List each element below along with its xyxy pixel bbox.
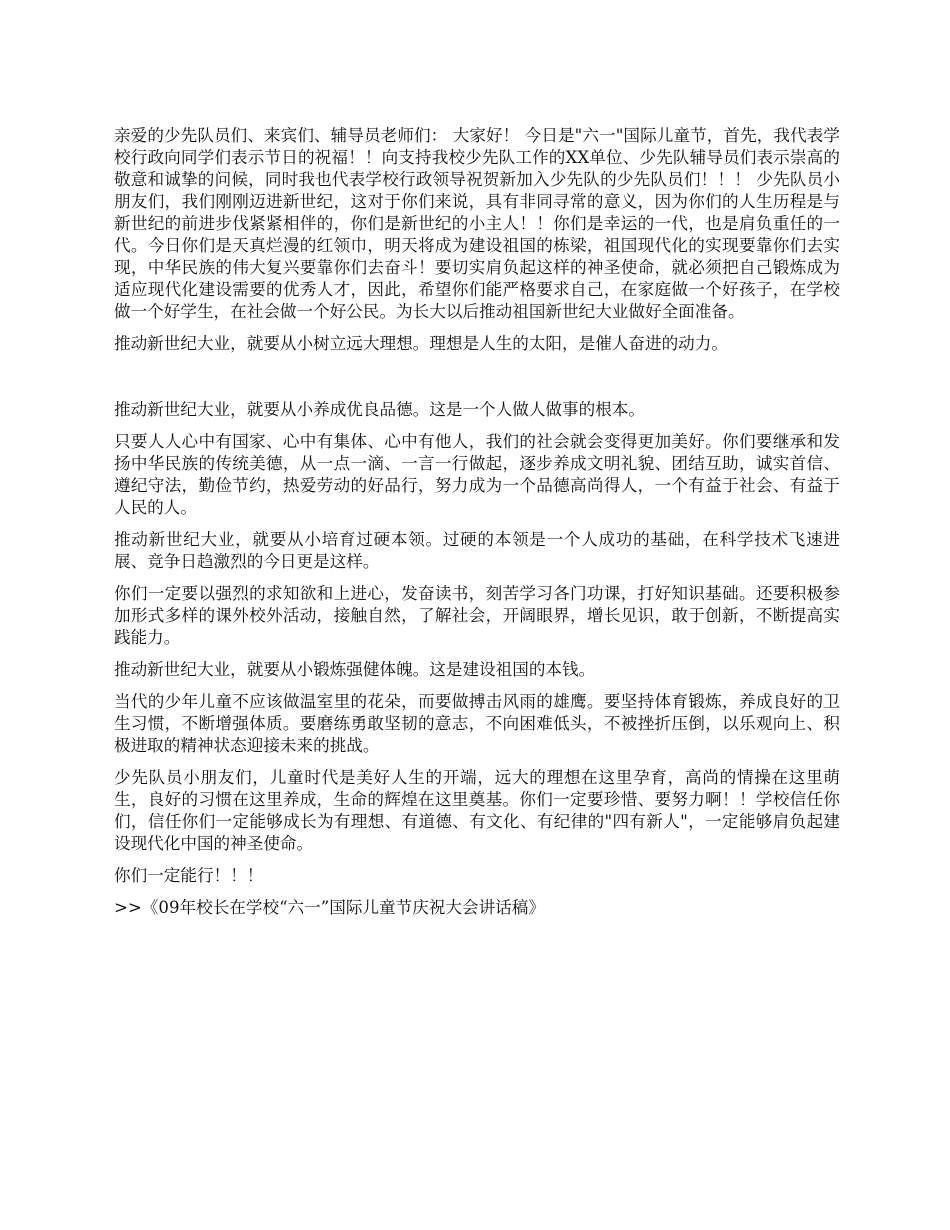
paragraph-physique-heading: 推动新世纪大业，就要从小锻炼强健体魄。这是建设祖国的本钱。 (114, 660, 596, 679)
paragraph-morality: 只要人人心中有国家、心中有集体、心中有他人，我们的社会就会变得更加美好。你们要继承和发扬中华民族的传统美德，从一点一滴、一言一行做起，逐步养成文明礼貌、团结互助，诚实首信、遵纪守法，勤俭节约，热爱劳动的好品行，努力成为一个品德高尚得人，一个有益于社会、有益于人民的人。 (114, 432, 840, 517)
related-article-link[interactable]: >>《09年校长在学校“六一”国际儿童节庆祝大会讲话稿》 (114, 898, 545, 917)
paragraph-opening: 亲爱的少先队员们、来宾们、辅导员老师们： 大家好！ 今日是"六一"国际儿童节，首先，我代表学校行政向同学们表示节日的祝福！！向支持我校少先队工作的XX单位、少先队辅导员们表示崇高的敬意和诚挚的问候，同时我也代表学校行政领导祝贺新加入少先队的少先队员们！！！ 少先队员小朋友们，我们刚刚迈进新世纪，这对于你们来说，具有非同寻常的意义，因为你们的人生历程是与新世纪的前进步伐紧紧相伴的，你们是新世纪的小主人！！你们是幸运的一代，也是肩负重任的一代。今日你们是天真烂漫的红领巾，明天将成为建设祖国的栋梁，祖国现代化的实现要靠你们去实现，中华民族的伟大复兴要靠你们去奋斗！要切实肩负起这样的神圣使命，就必须把自己锻炼成为适应现代化建设需要的优秀人才，因此，希望你们能严格要求自己，在家庭做一个好孩子，在学校做一个好学生，在社会做一个好公民。为长大以后推动祖国新世纪大业做好全面准备。 (114, 126, 840, 321)
paragraph-skills-heading: 推动新世纪大业，就要从小培育过硬本领。过硬的本领是一个人成功的基础，在科学技术飞速进展、竞争日趋激烈的今日更是这样。 (114, 530, 840, 571)
paragraph-final-cheer: 你们一定能行！！！ (114, 866, 264, 885)
document-body (114, 125, 840, 929)
paragraph-closing: 少先队员小朋友们，儿童时代是美好人生的开端，远大的理想在这里孕育，高尚的情操在这里萌生，良好的习惯在这里养成，生命的辉煌在这里奠基。你们一定要珍惜、要努力啊！！学校信任你们，信任你们一定能够成长为有理想、有道德、有文化、有纪律的"四有新人"，一定能够肩负起建设现代化中国的神圣使命。 (114, 768, 840, 853)
paragraph-skills: 你们一定要以强烈的求知欲和上进心，发奋读书，刻苦学习各门功课，打好知识基础。还要积极参加形式多样的课外校外活动，接触自然，了解社会，开阔眼界，增长见识，敢于创新，不断提高实践能力。 (114, 584, 840, 647)
blank-spacer (114, 365, 840, 399)
paragraph-morality-heading: 推动新世纪大业，就要从小养成优良品德。这是一个人做人做事的根本。 (114, 400, 645, 419)
paragraph-physique: 当代的少年儿童不应该做温室里的花朵，而要做搏击风雨的雄鹰。要坚持体育锻炼，养成良好的卫生习惯，不断增强体质。要磨练勇敢坚韧的意志，不向困难低头，不被挫折压倒，以乐观向上、积极进取的精神状态迎接未来的挑战。 (114, 692, 840, 755)
paragraph-ideal: 推动新世纪大业，就要从小树立远大理想。理想是人生的太阳，是催人奋进的动力。 (114, 334, 728, 353)
